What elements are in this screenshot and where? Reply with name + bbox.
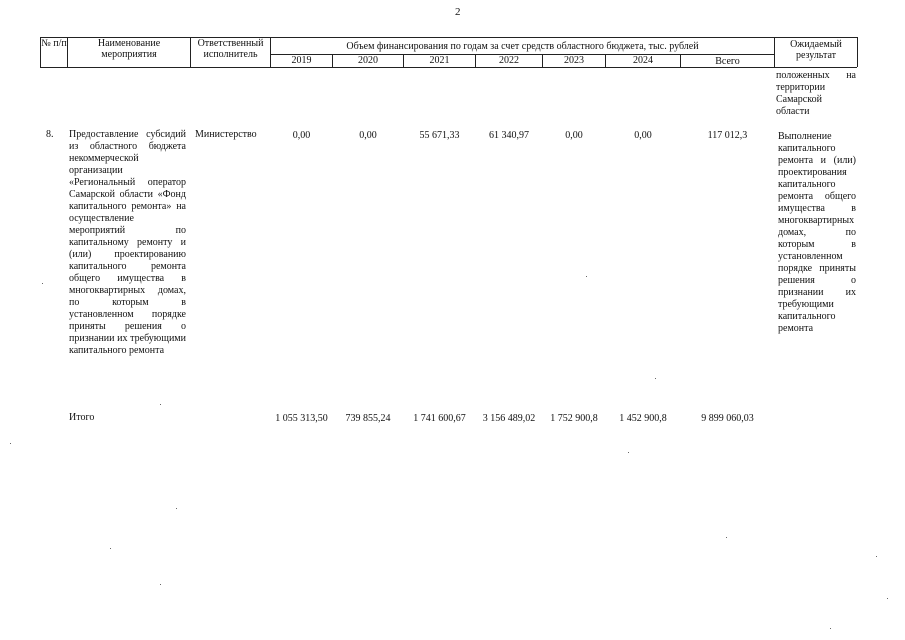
total-value-2024: 1 452 900,8 [619, 413, 667, 424]
total-label: Итого [69, 412, 95, 423]
total-value-2020: 739 855,24 [345, 413, 391, 424]
row-value-2019: 0,00 [292, 130, 311, 141]
row-number: 8. [46, 129, 54, 140]
header-year: 2021 [429, 55, 450, 66]
header-col-name: Наименование мероприятия [97, 38, 161, 60]
total-value-2022: 3 156 489,02 [482, 413, 536, 424]
header-year: 2019 [291, 55, 312, 66]
row-result: Выполнение капитального ремонта и (или) проектирования капитального ремонта общего имущества в многоквартирных домах, по которым в установленном порядке приняты решения о признании их требующими капитального ремонта [778, 131, 856, 334]
header-col-result: Ожидаемый результат [790, 39, 842, 61]
total-value-2019: 1 055 313,50 [275, 413, 328, 424]
page-number: 2 [455, 6, 461, 18]
header-year: 2024 [633, 55, 653, 66]
row-value-2023: 0,00 [565, 130, 583, 141]
row-value-2020: 0,00 [359, 130, 377, 141]
row-value-2021: 55 671,33 [419, 130, 460, 141]
total-value-2023: 1 752 900,8 [550, 413, 598, 424]
header-year: 2023 [564, 55, 584, 66]
continuation-result: положенных на территории Самарской области [776, 70, 856, 117]
header-year: 2020 [358, 55, 378, 66]
header-year-total: Всего [715, 56, 740, 67]
header-year: 2022 [499, 55, 519, 66]
row-value-2024: 0,00 [634, 130, 652, 141]
header-col-executor: Ответственный исполнитель [197, 38, 264, 60]
total-value-all: 9 899 060,03 [701, 413, 754, 424]
row-executor: Министерство [195, 129, 257, 140]
header-col-funding: Объем финансирования по годам за счет средств областного бюджета, тыс. рублей [346, 41, 699, 52]
row-value-total: 117 012,3 [707, 130, 748, 141]
total-value-2021: 1 741 600,67 [413, 413, 466, 424]
row-name: Предоставление субсидий из областного бюджета некоммерческой организации «Региональный оператор Самарской области «Фонд капитального ремонта» на осуществление мероприятий по капитальному ремонту и (или) проектированию капитального ремонта общего имущества в многоквартирных домах, по которым в установленном порядке приняты решения о признании их требующими капитального ремонта [69, 129, 186, 356]
header-col-number: № п/п [41, 38, 67, 49]
row-value-2022: 61 340,97 [489, 130, 529, 141]
